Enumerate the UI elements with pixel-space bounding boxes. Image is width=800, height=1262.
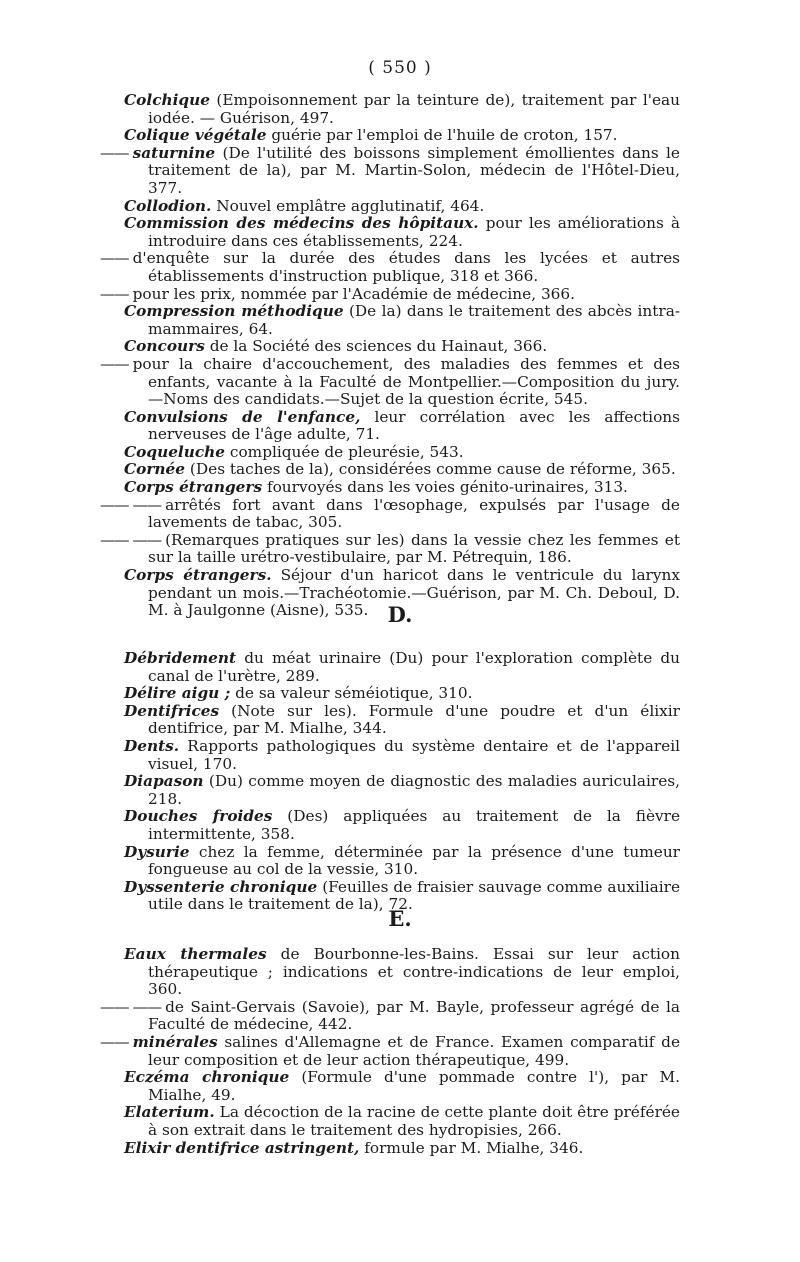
- entry-text: Nouvel emplâtre agglutinatif, 464.: [216, 196, 485, 215]
- entry-heading: Convulsions de l'enfance,: [124, 407, 361, 426]
- entry-heading: Cornée: [124, 460, 186, 479]
- entry-heading: saturnine: [132, 143, 216, 162]
- index-entry: [124, 650, 680, 685]
- index-entry: [124, 844, 680, 879]
- index-entry: [124, 1069, 680, 1104]
- entry-text: Séjour d'un haricot dans le ventricule du larynx pendant un mois.—Trachéotomie.—Guérison, par M. Ch. Deboul, D. M. à Jaulgonne (Aisne), 535.: [148, 566, 680, 620]
- ditto-dash: —— ——: [100, 495, 162, 514]
- entry-text: guérie par l'emploi de l'huile de croton, 157.: [271, 126, 618, 145]
- entry-text: (Des taches de la), considérées comme cause de réforme, 365.: [189, 460, 676, 479]
- index-entry: [100, 997, 680, 1034]
- index-entry: [124, 479, 680, 497]
- entry-heading: Collodion.: [124, 196, 212, 215]
- entry-text: (Note sur les). Formule d'une poudre et d'un élixir dentifrice, par M. Mialhe, 344.: [148, 701, 680, 738]
- index-entry: [124, 685, 680, 703]
- entry-text: (Empoisonnement par la teinture de), traitement par l'eau iodée. — Guérison, 497.: [148, 91, 680, 127]
- entry-heading: Dysurie: [124, 842, 190, 861]
- index-entry: [100, 284, 680, 304]
- entry-heading: Concours: [124, 337, 205, 356]
- entry-text: chez la femme, déterminée par la présence d'une tumeur fongueuse au col de la vessie, 310.: [148, 842, 680, 879]
- entry-text: de Saint-Gervais (Savoie), par M. Bayle, professeur agrégé de la Faculté de médecine, 442.: [148, 997, 680, 1034]
- index-entry: [100, 1032, 680, 1069]
- index-entry: [100, 249, 680, 285]
- index-entry: [100, 530, 680, 567]
- entry-heading: minérales: [132, 1032, 218, 1051]
- index-entry: [124, 127, 680, 145]
- entry-text: leur corrélation avec les affections nerveuses de l'âge adulte, 71.: [148, 407, 680, 444]
- index-entry: [124, 773, 680, 808]
- entry-heading: Colchique: [124, 91, 210, 109]
- page-number: ( 550 ): [368, 58, 432, 78]
- index-entry: [124, 738, 680, 773]
- entry-text: pour les améliorations à introduire dans ces établissements, 224.: [148, 214, 680, 250]
- index-entry: [100, 495, 680, 532]
- entry-text: (De l'utilité des boissons simplement émollientes dans le traitement de la), par M. Martin-Solon, médecin de l'Hôtel-Dieu, 377.: [148, 143, 680, 197]
- entry-heading: Eaux thermales: [124, 945, 267, 963]
- entry-text: compliquée de pleurésie, 543.: [229, 442, 464, 461]
- entry-heading: Corps étrangers: [124, 478, 263, 497]
- ditto-dash: ——: [100, 143, 129, 162]
- entry-text: formule par M. Mialhe, 346.: [364, 1138, 584, 1157]
- entry-text: (Remarques pratiques sur les) dans la vessie chez les femmes et sur la taille urétro-vestibulaire, par M. Pétrequin, 186.: [148, 530, 680, 567]
- index-entry: [124, 1140, 680, 1158]
- ditto-dash: ——: [100, 354, 129, 373]
- entry-heading: Douches froides: [124, 807, 273, 826]
- index-entry: [124, 338, 680, 356]
- entry-text: pour la chaire d'accouchement, des maladies des femmes et des enfants, vacante à la Faculté de Montpellier.—Composition du jury.—Noms des candidats.—Sujet de la question écrite, 545.: [132, 354, 680, 409]
- entry-text: fourvoyés dans les voies génito-urinaires, 313.: [266, 478, 628, 497]
- entry-text: de sa valeur séméiotique, 310.: [235, 684, 473, 703]
- entry-heading: Délire aigu ;: [124, 684, 231, 703]
- entry-text: (Formule d'une pommade contre l'), par M. Mialhe, 49.: [148, 1068, 680, 1104]
- ditto-dash: ——: [100, 249, 129, 268]
- entry-heading: Diapason: [124, 772, 204, 791]
- index-section-e: [100, 945, 680, 1157]
- index-entry: [100, 354, 680, 409]
- entry-text: du méat urinaire (Du) pour l'exploration complète du canal de l'urètre, 289.: [148, 649, 680, 685]
- index-entry: [124, 461, 680, 479]
- ditto-dash: ——: [100, 1032, 129, 1051]
- entry-heading: Corps étrangers.: [124, 566, 272, 585]
- entry-heading: Débridement: [124, 649, 237, 667]
- ditto-dash: ——: [100, 284, 129, 303]
- index-entry: [124, 409, 680, 444]
- index-entry: [124, 92, 680, 127]
- entry-heading: Elaterium.: [124, 1103, 215, 1122]
- entry-text: (Feuilles de fraisier sauvage comme auxiliaire utile dans le traitement de la), 72.: [148, 877, 681, 914]
- ditto-dash: —— ——: [100, 530, 162, 549]
- entry-heading: Dentifrices: [124, 701, 220, 720]
- entry-heading: Compression méthodique: [124, 302, 344, 321]
- entry-heading: Coqueluche: [124, 442, 226, 461]
- entry-text: pour les prix, nommée par l'Académie de médecine, 366.: [132, 284, 576, 303]
- letter-heading-e: E.: [388, 906, 412, 931]
- entry-text: salines d'Allemagne et de France. Examen comparatif de leur composition et de leur action thérapeutique, 499.: [148, 1032, 680, 1069]
- entry-heading: Dyssenterie chronique: [124, 877, 318, 896]
- entry-heading: Commission des médecins des hôpitaux.: [124, 214, 479, 233]
- index-entry: [124, 215, 680, 250]
- entry-heading: Elixir dentifrice astringent,: [124, 1138, 360, 1157]
- entry-heading: Colique végétale: [124, 126, 267, 145]
- entry-text: La décoction de la racine de cette plante doit être préférée à son extrait dans le traitement des hydropisies, 266.: [148, 1103, 680, 1139]
- index-entry: [124, 444, 680, 462]
- index-entry: [124, 946, 680, 999]
- entry-text: (Du) comme moyen de diagnostic des maladies auriculaires, 218.: [148, 772, 680, 808]
- index-section-d: [124, 650, 680, 914]
- entry-heading: Dents.: [124, 736, 180, 755]
- entry-text: (De la) dans le traitement des abcès intra-mammaires, 64.: [148, 302, 680, 338]
- entry-text: d'enquête sur la durée des études dans les lycées et autres établissements d'instruction publique, 318 et 366.: [132, 249, 680, 285]
- index-entry: [124, 808, 680, 843]
- ditto-dash: —— ——: [100, 997, 162, 1016]
- entry-text: (Des) appliquées au traitement de la fièvre intermittente, 358.: [148, 807, 681, 843]
- index-entry: [100, 143, 680, 198]
- index-entry: [124, 198, 680, 216]
- entry-text: de Bourbonne-les-Bains. Essai sur leur action thérapeutique ; indications et contre-indications de leur emploi, 360.: [148, 945, 680, 999]
- entry-text: Rapports pathologiques du système dentaire et de l'appareil visuel, 170.: [148, 736, 680, 773]
- letter-heading-d: D.: [387, 602, 413, 627]
- entry-heading: Eczéma chronique: [124, 1068, 290, 1087]
- index-entry: [124, 703, 680, 738]
- entry-text: de la Société des sciences du Hainaut, 366.: [209, 337, 548, 356]
- index-section-c: [100, 91, 680, 620]
- index-entry: [124, 303, 680, 338]
- entry-text: arrêtés fort avant dans l'œsophage, expulsés par l'usage de lavements de tabac, 305.: [148, 495, 680, 532]
- index-entry: [124, 1104, 680, 1139]
